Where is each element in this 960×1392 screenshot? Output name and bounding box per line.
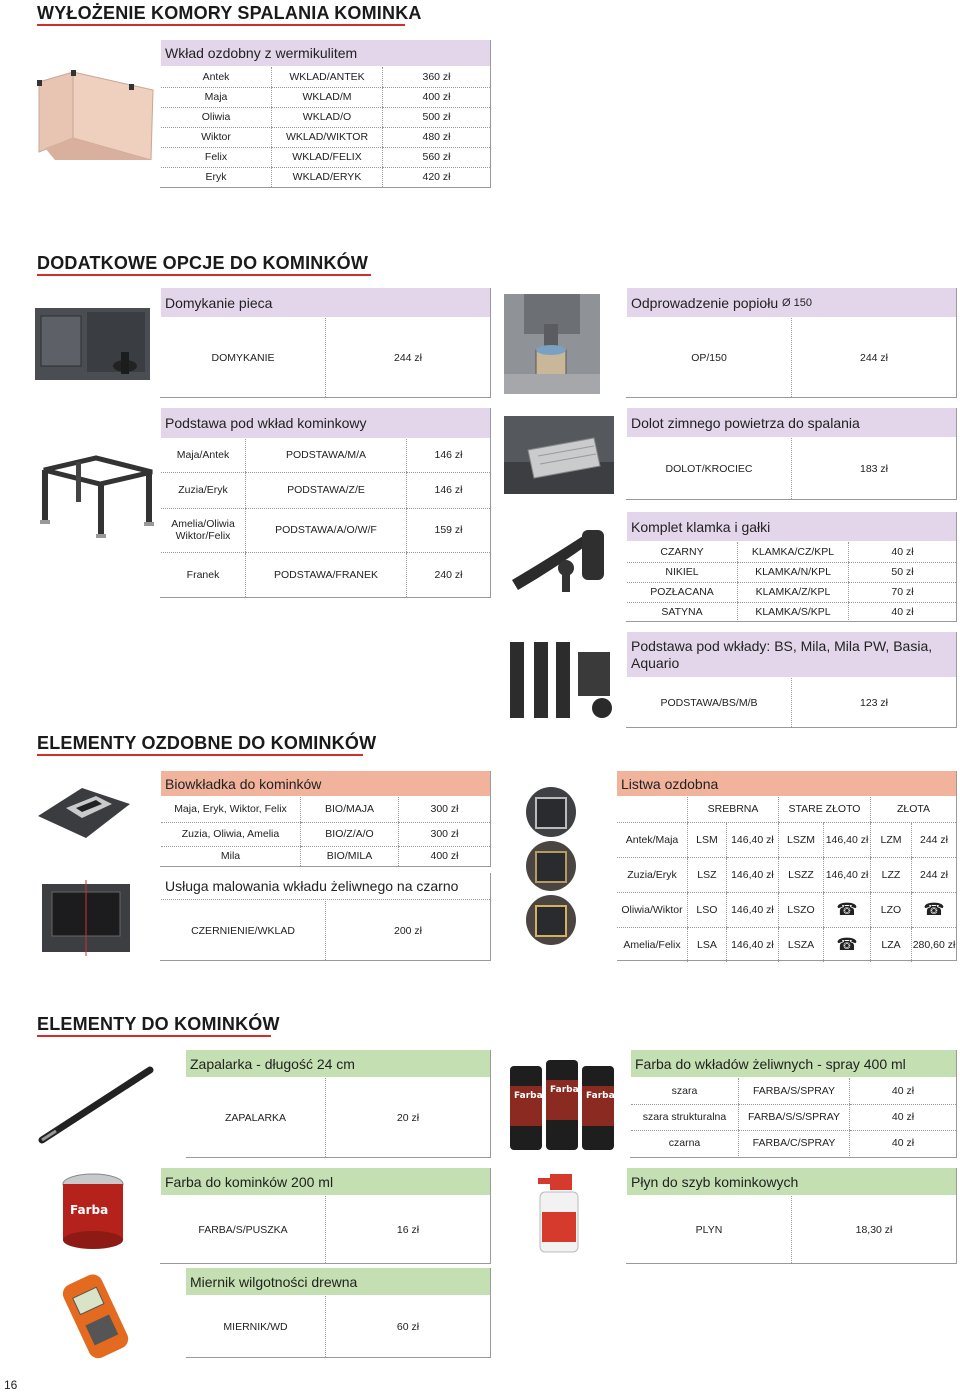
spray-cans-image <box>506 1056 618 1150</box>
malowanie-table <box>161 901 490 960</box>
table-row: ZAPALARKA 20 zł <box>186 1078 490 1157</box>
spray-label-text: Farba <box>550 1085 579 1095</box>
wklad-table <box>161 67 490 187</box>
door-closer-image <box>35 308 150 380</box>
table-row: Amelia/Felix LSA 146,40 zł LSZA ☎ LZA 280,60 zł <box>617 927 956 962</box>
plyn-header: Płyn do szyb kominkowych <box>627 1168 956 1195</box>
table-row: Zuzia/Eryk LSZ 146,40 zł LSZZ 146,40 zł LZZ 244 zł <box>617 857 956 892</box>
dolot-header: Dolot zimnego powietrza do spalania <box>627 408 956 437</box>
table-row: PODSTAWA/BS/M/B 123 zł <box>627 678 956 727</box>
table-row: DOMYKANIE 244 zł <box>161 318 490 397</box>
table-row: SATYNA KLAMKA/S/KPL 40 zł <box>627 602 956 622</box>
podstawa-bs-table <box>627 678 956 727</box>
spray-label-text: Farba <box>514 1091 543 1101</box>
farba-spray-header: Farba do wkładów żeliwnych - spray 400 ml <box>631 1050 956 1077</box>
klamka-header: Komplet klamka i gałki <box>627 512 956 541</box>
table-row: szara strukturalna FARBA/S/S/SPRAY 40 zł <box>631 1104 956 1130</box>
insert-stand-image <box>36 450 156 540</box>
table-row: Antek/Maja LSM 146,40 zł LSZM 146,40 zł LZM 244 zł <box>617 822 956 857</box>
table-row: Maja WKLAD/M 400 zł <box>161 87 490 107</box>
dolot-table <box>627 438 956 499</box>
listwa-table <box>617 797 956 962</box>
table-row: Oliwia/Wiktor LSO 146,40 zł LSZO ☎ LZO ☎ <box>617 892 956 927</box>
can-label-text: Farba <box>70 1203 109 1217</box>
farba-puszka-header: Farba do kominków 200 ml <box>161 1168 490 1195</box>
table-row: Amelia/Oliwia Wiktor/Felix PODSTAWA/A/O/W/F 159 zł <box>161 508 490 552</box>
moisture-meter-image <box>60 1270 132 1360</box>
klamka-table <box>627 542 956 622</box>
vermiculite-insert-image <box>35 68 155 160</box>
phone-icon: ☎ <box>912 892 957 927</box>
air-inlet-image <box>504 416 614 494</box>
odprowadzenie-header: Odprowadzenie popiołu Ø 150 <box>627 288 956 317</box>
miernik-header: Miernik wilgotności drewna <box>186 1268 490 1295</box>
section-underline <box>37 1035 271 1037</box>
table-row: NIKIEL KLAMKA/N/KPL 50 zł <box>627 562 956 582</box>
spray-label-text: Farba <box>586 1091 615 1101</box>
table-row: Maja, Eryk, Wiktor, Felix BIO/MAJA 300 zł <box>161 797 490 822</box>
page-number: 16 <box>4 1378 18 1392</box>
bio-insert-image <box>36 784 132 840</box>
odprowadzenie-table <box>627 318 956 397</box>
paint-can-image <box>60 1172 126 1250</box>
podstawa-bs-header: Podstawa pod wkłady: BS, Mila, Mila PW, Basia, Aquario <box>627 632 956 677</box>
table-row: Oliwia WKLAD/O 500 zł <box>161 107 490 127</box>
farba-puszka-table <box>161 1196 490 1263</box>
section-title-wylozenie: WYŁOŻENIE KOMORY SPALANIA KOMINKA <box>37 3 422 23</box>
malowanie-header: Usługa malowania wkładu żeliwnego na czarno <box>161 873 490 900</box>
table-row: Maja/Antek PODSTAWA/M/A 146 zł <box>161 439 490 472</box>
miernik-table <box>186 1296 490 1357</box>
cleaner-bottle-image <box>532 1172 582 1254</box>
phone-icon: ☎ <box>824 892 871 927</box>
table-row: CZARNY KLAMKA/CZ/KPL 40 zł <box>627 542 956 562</box>
table-row: Zuzia, Oliwia, Amelia BIO/Z/A/O 300 zł <box>161 822 490 846</box>
section-title-dodatkowe: DODATKOWE OPCJE DO KOMINKÓW <box>37 253 369 273</box>
table-row: Mila BIO/MILA 400 zł <box>161 846 490 866</box>
painted-insert-image <box>40 880 132 956</box>
farba-spray-table <box>631 1078 956 1156</box>
zapalarka-table <box>186 1078 490 1157</box>
bs-stand-image <box>506 638 618 722</box>
section-underline <box>37 24 405 26</box>
table-header-row: SREBRNA STARE ZŁOTO ZŁOTA <box>617 797 956 822</box>
lighter-image <box>36 1064 156 1146</box>
section-title-ozdobne: ELEMENTY OZDOBNE DO KOMINKÓW <box>37 733 377 753</box>
table-row: CZERNIENIE/WKLAD 200 zł <box>161 901 490 960</box>
bio-header: Biowkładka do kominków <box>161 771 490 796</box>
domykanie-table <box>161 318 490 397</box>
table-row: Zuzia/Eryk PODSTAWA/Z/E 146 zł <box>161 472 490 508</box>
domykanie-header: Domykanie pieca <box>161 288 490 317</box>
table-row: MIERNIK/WD 60 zł <box>186 1296 490 1357</box>
table-row: DOLOT/KROCIEC 183 zł <box>627 438 956 499</box>
table-row: szara FARBA/S/SPRAY 40 zł <box>631 1078 956 1104</box>
table-row: Eryk WKLAD/ERYK 420 zł <box>161 167 490 187</box>
table-row: Antek WKLAD/ANTEK 360 zł <box>161 67 490 87</box>
zapalarka-header: Zapalarka - długość 24 cm <box>186 1050 490 1077</box>
podstawa-header: Podstawa pod wkład kominkowy <box>161 408 490 438</box>
table-row: czarna FARBA/C/SPRAY 40 zł <box>631 1130 956 1156</box>
table-row: Felix WKLAD/FELIX 560 zł <box>161 147 490 167</box>
table-row: POZŁACANA KLAMKA/Z/KPL 70 zł <box>627 582 956 602</box>
handle-set-image <box>506 520 610 600</box>
wklad-header: Wkład ozdobny z wermikulitem <box>161 40 490 66</box>
table-row: FARBA/S/PUSZKA 16 zł <box>161 1196 490 1263</box>
listwa-header: Listwa ozdobna <box>617 771 956 796</box>
section-underline <box>37 274 371 276</box>
section-title-elementy: ELEMENTY DO KOMINKÓW <box>37 1014 280 1034</box>
phone-icon: ☎ <box>824 927 871 962</box>
bio-table <box>161 797 490 866</box>
section-underline <box>37 754 363 756</box>
table-row: OP/150 244 zł <box>627 318 956 397</box>
podstawa-table <box>161 439 490 597</box>
decorative-strip-image <box>524 786 578 950</box>
ash-outlet-image <box>504 294 600 394</box>
table-row: Franek PODSTAWA/FRANEK 240 zł <box>161 552 490 597</box>
table-row: PLYN 18,30 zł <box>627 1196 956 1263</box>
table-row: Wiktor WKLAD/WIKTOR 480 zł <box>161 127 490 147</box>
plyn-table <box>627 1196 956 1263</box>
